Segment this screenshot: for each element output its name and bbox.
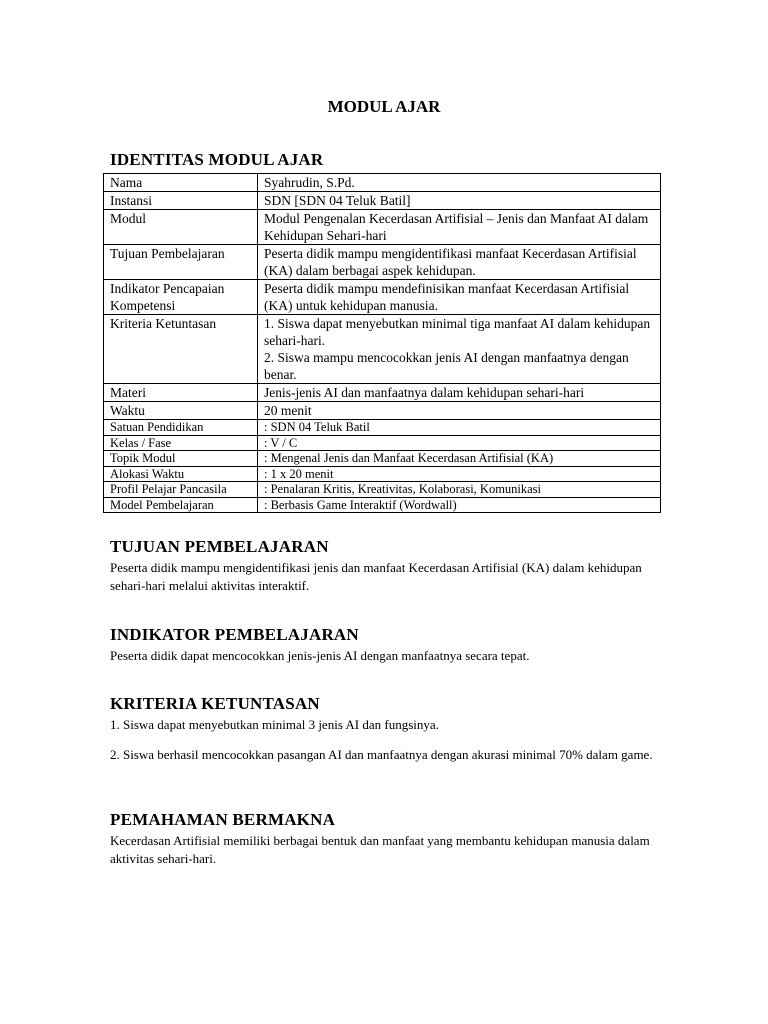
row-key: Nama (104, 174, 258, 192)
row-value: Peserta didik mampu mendefinisikan manfaat Kecerdasan Artifisial (KA) untuk kehidupan manusia. (258, 280, 661, 315)
table-row (104, 192, 661, 210)
row-value: : SDN 04 Teluk Batil (258, 420, 661, 436)
row-key: Topik Modul (104, 451, 258, 467)
table-row (104, 174, 661, 192)
table-row (104, 210, 661, 245)
table-row (104, 435, 661, 451)
table-row (104, 280, 661, 315)
row-value: SDN [SDN 04 Teluk Batil] (258, 192, 661, 210)
row-value: Syahrudin, S.Pd. (258, 174, 661, 192)
row-value: : Mengenal Jenis dan Manfaat Kecerdasan Artifisial (KA) (258, 451, 661, 467)
row-key: Profil Pelajar Pancasila (104, 482, 258, 498)
table-row (104, 497, 661, 513)
row-value: 20 menit (258, 402, 661, 420)
row-key: Satuan Pendidikan (104, 420, 258, 436)
tujuan-text: Peserta didik mampu mengidentifikasi jenis dan manfaat Kecerdasan Artifisial (KA) dalam kehidupan sehari-hari melalui aktivitas interaktif. (110, 560, 642, 593)
pemahaman-text: Kecerdasan Artifisial memiliki berbagai bentuk dan manfaat yang membantu kehidupan manusia dalam aktivitas sehari-hari. (110, 833, 650, 866)
row-key: Modul (104, 210, 258, 245)
row-key: Indikator Pencapaian Kompetensi (104, 280, 258, 315)
identity-heading: IDENTITAS MODUL AJAR (110, 150, 324, 169)
row-value: Jenis-jenis AI dan manfaatnya dalam kehidupan sehari-hari (258, 384, 661, 402)
kriteria-heading: KRITERIA KETUNTASAN (110, 694, 320, 713)
document-title: MODUL AJAR (327, 97, 441, 116)
row-value (258, 315, 661, 384)
pemahaman-heading: PEMAHAMAN BERMAKNA (110, 810, 336, 829)
row-key: Alokasi Waktu (104, 466, 258, 482)
identity-table (103, 173, 661, 513)
indikator-heading: INDIKATOR PEMBELAJARAN (110, 625, 359, 644)
table-row (104, 482, 661, 498)
row-key: Kriteria Ketuntasan (104, 315, 258, 384)
row-value: : Penalaran Kritis, Kreativitas, Kolaborasi, Komunikasi (258, 482, 661, 498)
row-value: Modul Pengenalan Kecerdasan Artifisial – Jenis dan Manfaat AI dalam Kehidupan Sehari-hari (258, 210, 661, 245)
table-row (104, 420, 661, 436)
table-row (104, 384, 661, 402)
table-row (104, 315, 661, 384)
row-value: Peserta didik mampu mengidentifikasi manfaat Kecerdasan Artifisial (KA) dalam berbagai aspek kehidupan. (258, 245, 661, 280)
criteria-line-2: 2. Siswa mampu mencocokkan jenis AI dengan manfaatnya dengan benar. (264, 350, 629, 382)
row-value: : 1 x 20 menit (258, 466, 661, 482)
row-key: Model Pembelajaran (104, 497, 258, 513)
row-value: : Berbasis Game Interaktif (Wordwall) (258, 497, 661, 513)
criteria-line-1: 1. Siswa dapat menyebutkan minimal tiga manfaat AI dalam kehidupan sehari-hari. (264, 316, 651, 348)
tujuan-heading: TUJUAN PEMBELAJARAN (110, 537, 329, 556)
indikator-text: Peserta didik dapat mencocokkan jenis-jenis AI dengan manfaatnya secara tepat. (110, 648, 530, 663)
row-key: Kelas / Fase (104, 435, 258, 451)
table-row (104, 451, 661, 467)
kriteria-item-2: 2. Siswa berhasil mencocokkan pasangan AI dan manfaatnya dengan akurasi minimal 70% dalam game. (110, 747, 653, 762)
table-row (104, 466, 661, 482)
row-key: Tujuan Pembelajaran (104, 245, 258, 280)
kriteria-item-1: 1. Siswa dapat menyebutkan minimal 3 jenis AI dan fungsinya. (110, 717, 439, 732)
row-key: Waktu (104, 402, 258, 420)
row-key: Instansi (104, 192, 258, 210)
table-row (104, 402, 661, 420)
table-row (104, 245, 661, 280)
row-key: Materi (104, 384, 258, 402)
row-value: : V / C (258, 435, 661, 451)
